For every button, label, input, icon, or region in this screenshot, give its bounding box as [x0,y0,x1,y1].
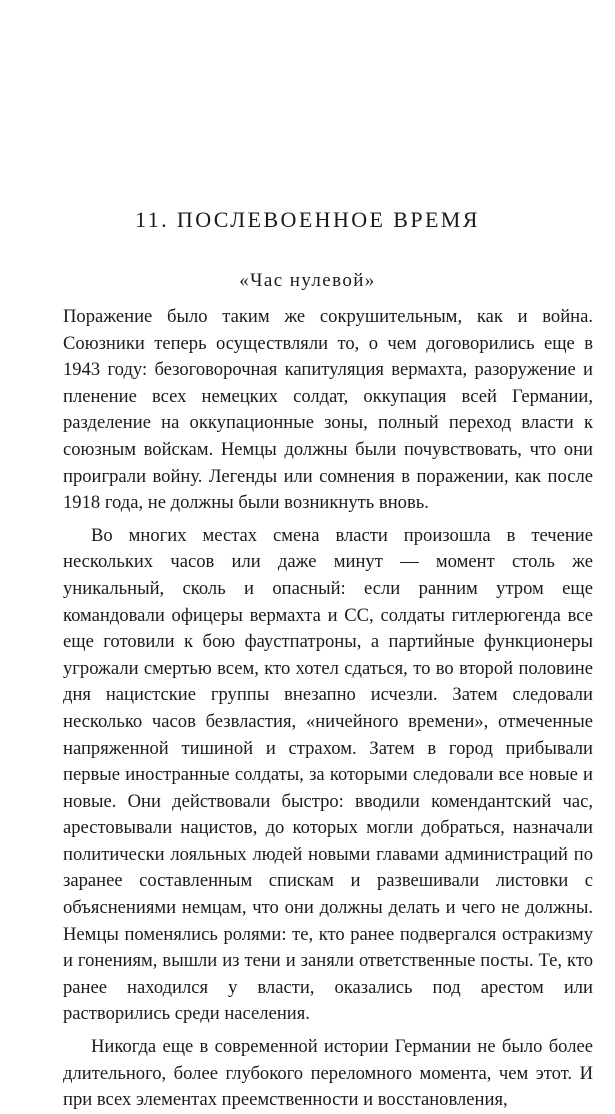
paragraph: Во многих местах смена власти произошла в течение нескольких часов или даже минут — момент столь же уникальный, сколь и опасный: если ранним утром еще командовали офицеры вермахта и СС, солдаты гитлерюгенда все еще готовили к бою фаустпатроны, а партийные функционеры угрожали смертью всем, кто хотел сдаться, то во второй половине дня нацистские группы внезапно исчезли. Затем следовали несколько часов безвластия, «ничейного времени», отмеченные напряженной тишиной и страхом. Затем в город прибывали первые иностранные солдаты, за которыми следовали все новые и новые. Они действовали быстро: вводили комендантский час, арестовывали нацистов, до которых могли добраться, назначали политически лояльных людей новыми главами администраций по заранее составленным спискам и развешивали листовки с объяснениями немцам, что они должны делать и чего не должны. Немцы поменялись ролями: те, кто ранее подвергался остракизму и гонениям, вышли из тени и заняли ответственные посты. Те, кто ранее находился у власти, оказались под арестом или растворились среди населения. [63,524,593,1025]
body-text [63,304,593,1114]
chapter-title: 11. ПОСЛЕВОЕННОЕ ВРЕМЯ [135,207,480,232]
paragraph: Никогда еще в современной истории Германии не было более длительного, более глубокого переломного момента, чем этот. И при всех элементах преемственности и восстановления, [63,1036,593,1111]
paragraph: Поражение было таким же сокрушительным, как и война. Союзники теперь осуществляли то, о чем договорились еще в 1943 году: безоговорочная капитуляция вермахта, разоружение и пленение всех немецких солдат, оккупация всей Германии, разделение на оккупационные зоны, полный переход власти к союзным войскам. Немцы должны были почувствовать, что они проиграли войну. Легенды или сомнения в поражении, как после 1918 года, не должны были возникнуть вновь. [63,306,593,514]
section-title: «Час нулевой» [239,270,376,291]
